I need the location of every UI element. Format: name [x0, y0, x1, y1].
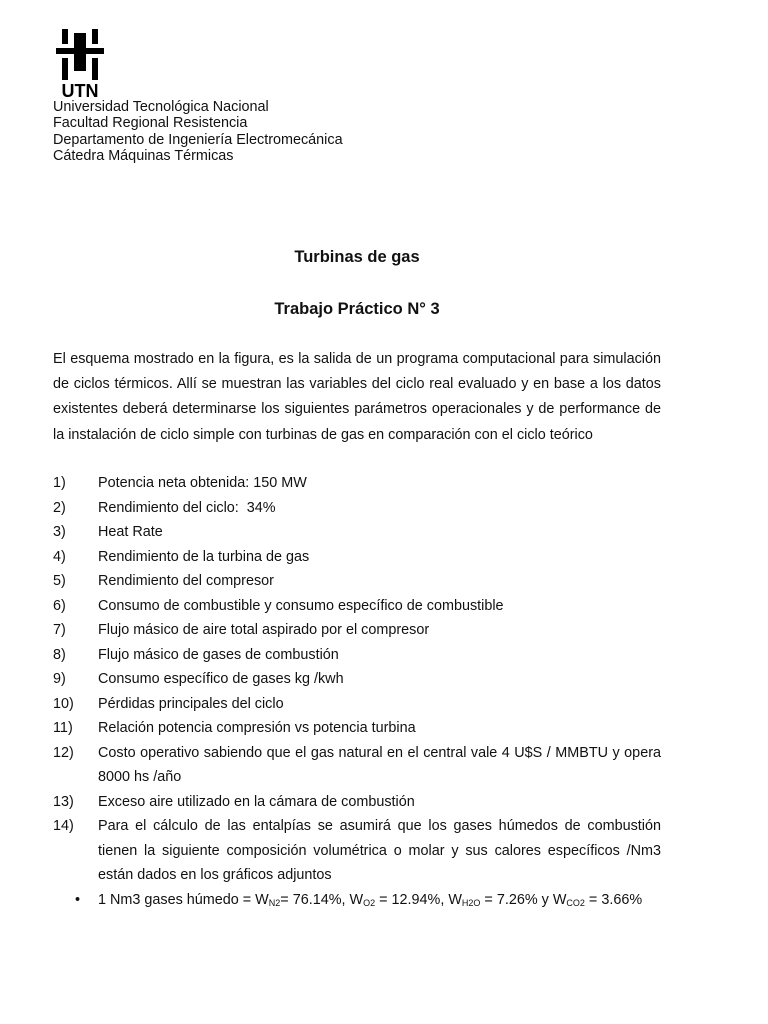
university-name: Universidad Tecnológica Nacional [53, 99, 269, 115]
questions-list [53, 471, 661, 888]
item-number: 14) [53, 818, 74, 834]
intro-paragraph: El esquema mostrado en la figura, es la salida de un programa computacional para simulación de ciclos térmicos. Allí se muestran las variables del ciclo real evaluado y en base a los datos existentes deberá determinarse los siguientes parámetros operacionales y de performance de la instalación de ciclo simple con turbinas de gas en comparación con el ciclo teórico [53, 351, 661, 443]
document-title: Turbinas de gas [294, 248, 420, 266]
department-name: Departamento de Ingeniería Electromecánica [53, 131, 343, 148]
bullet-dot: • [75, 892, 81, 908]
list-item [53, 569, 661, 594]
item-text: Flujo másico de gases de combustión [98, 646, 339, 663]
item-number: 4) [53, 548, 66, 565]
list-item [53, 545, 661, 570]
item-number: 12) [53, 744, 74, 761]
item-text: Rendimiento de la turbina de gas [98, 548, 310, 565]
item-text: Consumo de combustible y consumo específico de combustible [98, 597, 504, 614]
item-number: 13) [53, 793, 74, 810]
list-item [53, 692, 661, 717]
faculty-name: Facultad Regional Resistencia [53, 115, 248, 132]
list-item [53, 741, 661, 790]
item-text: Para el cálculo de las entalpías se asumirá que los gases húmedos de combustión tienen la siguiente composición volumétrica o molar y sus calores específicos /Nm3 están dados en los gráficos adjuntos [98, 818, 661, 883]
item-text: Exceso aire utilizado en la cámara de combustión [98, 793, 415, 810]
item-text: Consumo específico de gases kg /kwh [98, 671, 344, 687]
item-number: 6) [53, 597, 66, 614]
h2o-value: = 7.26% y W [480, 892, 567, 908]
list-item [53, 618, 661, 643]
item-text: Potencia neta obtenida: 150 MW [98, 475, 307, 491]
n2-subscript: N2 [268, 898, 281, 908]
chair-name: Cátedra Máquinas Térmicas [53, 147, 234, 164]
n2-value: = 76.14%, W [280, 892, 364, 908]
list-item [53, 790, 661, 815]
item-text: Costo operativo sabiendo que el gas natural en el central vale 4 U$S / MMBTU y opera 8000 hs /año [98, 744, 661, 785]
list-item [53, 814, 661, 888]
utn-logo [56, 27, 104, 99]
list-item [53, 667, 661, 692]
o2-value: = 12.94%, W [375, 892, 462, 908]
list-item [53, 594, 661, 619]
item-number: 3) [53, 524, 66, 540]
item-number: 8) [53, 646, 66, 663]
document-subtitle: Trabajo Práctico N° 3 [274, 300, 440, 318]
composition-text [98, 888, 642, 913]
item-text: Flujo másico de aire total aspirado por el compresor [98, 622, 430, 638]
list-item [53, 520, 661, 545]
item-text: Relación potencia compresión vs potencia turbina [98, 720, 416, 736]
item-number: 5) [53, 573, 66, 589]
list-item [53, 643, 661, 668]
co2-value: = 3.66% [584, 892, 643, 908]
item-text: Rendimiento del compresor [98, 573, 274, 589]
item-number: 7) [53, 622, 66, 638]
list-item [53, 496, 661, 521]
utn-emblem-icon [56, 27, 104, 99]
co2-subscript: CO2 [566, 898, 585, 908]
item-text: Rendimiento del ciclo: 34% [98, 499, 276, 516]
item-number: 1) [53, 475, 66, 491]
item-number: 11) [53, 720, 73, 736]
h2o-subscript: H2O [461, 898, 481, 908]
institution-header [53, 99, 343, 164]
o2-subscript: O2 [363, 898, 376, 908]
item-number: 10) [53, 695, 74, 712]
item-text: Pérdidas principales del ciclo [98, 695, 284, 712]
item-text: Heat Rate [98, 524, 163, 540]
item-number: 9) [53, 671, 66, 687]
composition-lead: 1 Nm3 gases húmedo = W [98, 892, 269, 908]
list-item [53, 716, 661, 741]
list-item [53, 471, 661, 496]
item-number: 2) [53, 499, 66, 516]
logo-text: UTN [61, 81, 99, 99]
